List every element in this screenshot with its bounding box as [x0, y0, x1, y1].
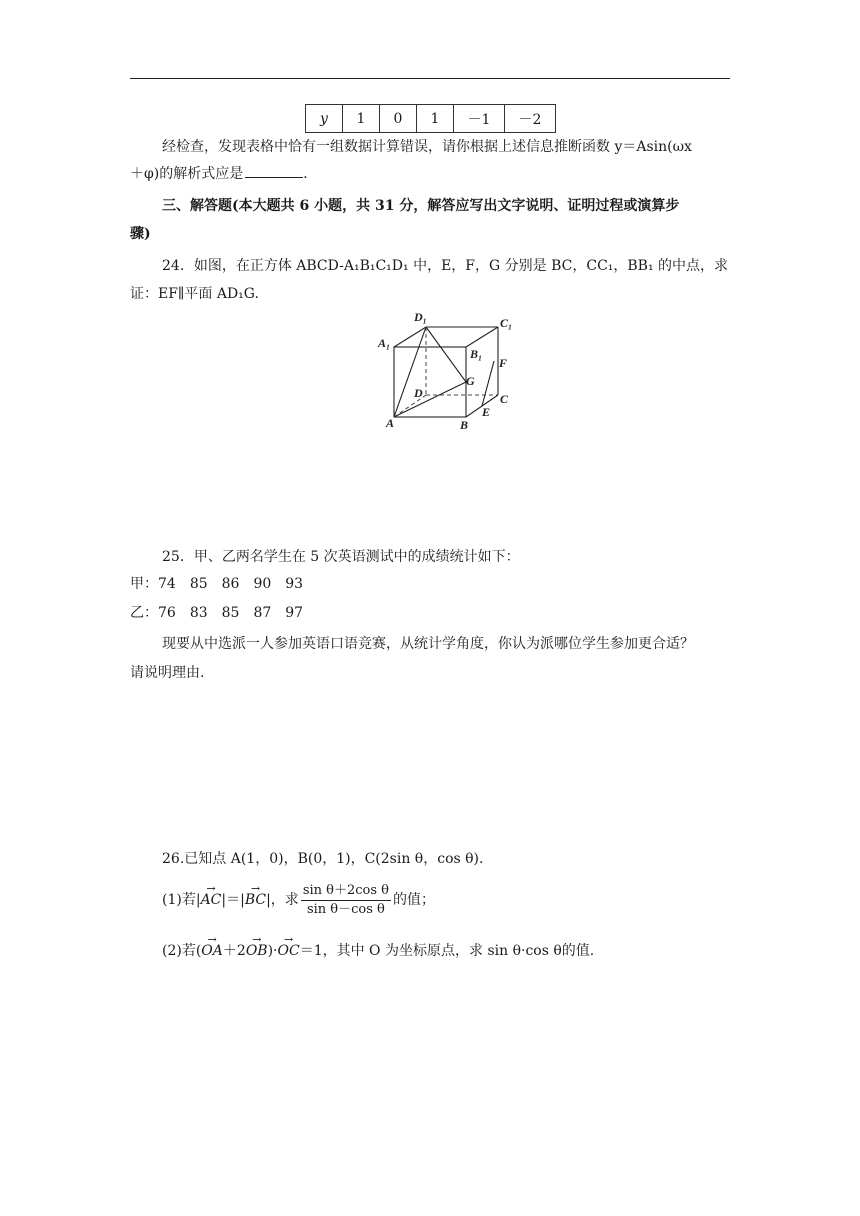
label-b1: B₁: [470, 347, 483, 361]
fraction-denominator: sin θ－cos θ: [306, 901, 385, 917]
q23-line1: 经检查，发现表格中恰有一组数据计算错误，请你根据上述信息推断函数 y＝Asin(ωx: [162, 139, 692, 155]
answer-blank: [245, 163, 303, 178]
q25-line4: 现要从中选派一人参加英语口语竞赛，从统计学角度，你认为派哪位学生参加更合适？: [162, 636, 694, 652]
vector-oc: → OC: [278, 940, 300, 962]
fraction-numerator: sin θ＋2cos θ: [301, 882, 391, 901]
q25-line5: 请说明理由.: [130, 665, 205, 681]
table-row: [306, 105, 556, 133]
table-cell: －1: [454, 105, 505, 133]
q25-line1: 25．甲、乙两名学生在 5 次英语测试中的成绩统计如下：: [162, 549, 520, 565]
q23-line2-text: ＋φ)的解析式应是: [130, 166, 244, 182]
vector-ac: → AC: [201, 880, 222, 920]
q26-part2-end: ＝1，其中 O 为坐标原点，求 sin θ·cos θ的值.: [299, 943, 595, 959]
q26-part1: [162, 880, 764, 920]
fraction: [301, 882, 391, 919]
q26-part2-text: (2)若(: [162, 943, 202, 959]
label-c: C: [500, 392, 509, 406]
table-cell: －2: [505, 105, 556, 133]
label-c1: C₁: [500, 316, 513, 330]
q26-part1-ask: |，求: [266, 892, 299, 908]
q24-line2: 证：EF∥平面 AD₁G.: [130, 286, 259, 302]
q26-part2: [162, 940, 764, 962]
vector-oa: → OA: [201, 940, 223, 962]
label-d1: D₁: [414, 310, 427, 324]
q26-part1-text: (1)若|: [162, 892, 201, 908]
vector-ob: → OB: [246, 940, 268, 962]
q25-scores-yi: 乙：76 83 85 87 97: [130, 605, 304, 621]
label-a: A: [386, 416, 395, 430]
vector-bc: → BC: [245, 880, 266, 920]
q26-part1-end: 的值；: [392, 892, 435, 908]
q23-line2-end: ．: [303, 166, 318, 182]
data-table: [305, 104, 556, 133]
table-cell: 1: [417, 105, 454, 133]
label-d: D: [414, 386, 423, 400]
table-header-cell: y: [306, 105, 343, 133]
q26-part2-plus: ＋2: [222, 943, 246, 959]
table-cell: 1: [343, 105, 380, 133]
q24-line1: 24．如图，在正方体 ABCD-A₁B₁C₁D₁ 中，E，F，G 分别是 BC，CC₁，BB₁ 的中点，求: [162, 258, 729, 274]
section3-heading-line1: 三、解答题(本大题共 6 小题，共 31 分，解答应写出文字说明、证明过程或演算步: [162, 198, 680, 214]
q25-scores-jia: 甲：74 85 86 90 93: [130, 576, 304, 592]
q23-line2: [130, 163, 732, 185]
label-a1: A₁: [378, 336, 391, 350]
q26-part1-eq: |＝|: [221, 892, 245, 908]
section3-heading-line2: 骤): [130, 226, 151, 242]
label-f: F: [499, 356, 508, 370]
cube-figure: [376, 305, 526, 433]
table-cell: 0: [380, 105, 417, 133]
label-g: G: [466, 374, 475, 388]
q26-line1: 26.已知点 A(1，0)，B(0，1)，C(2sin θ，cos θ).: [162, 851, 484, 867]
top-rule: [130, 78, 730, 79]
label-b: B: [460, 418, 469, 432]
label-e: E: [482, 405, 491, 419]
q26-part2-dot: )·: [267, 943, 278, 959]
